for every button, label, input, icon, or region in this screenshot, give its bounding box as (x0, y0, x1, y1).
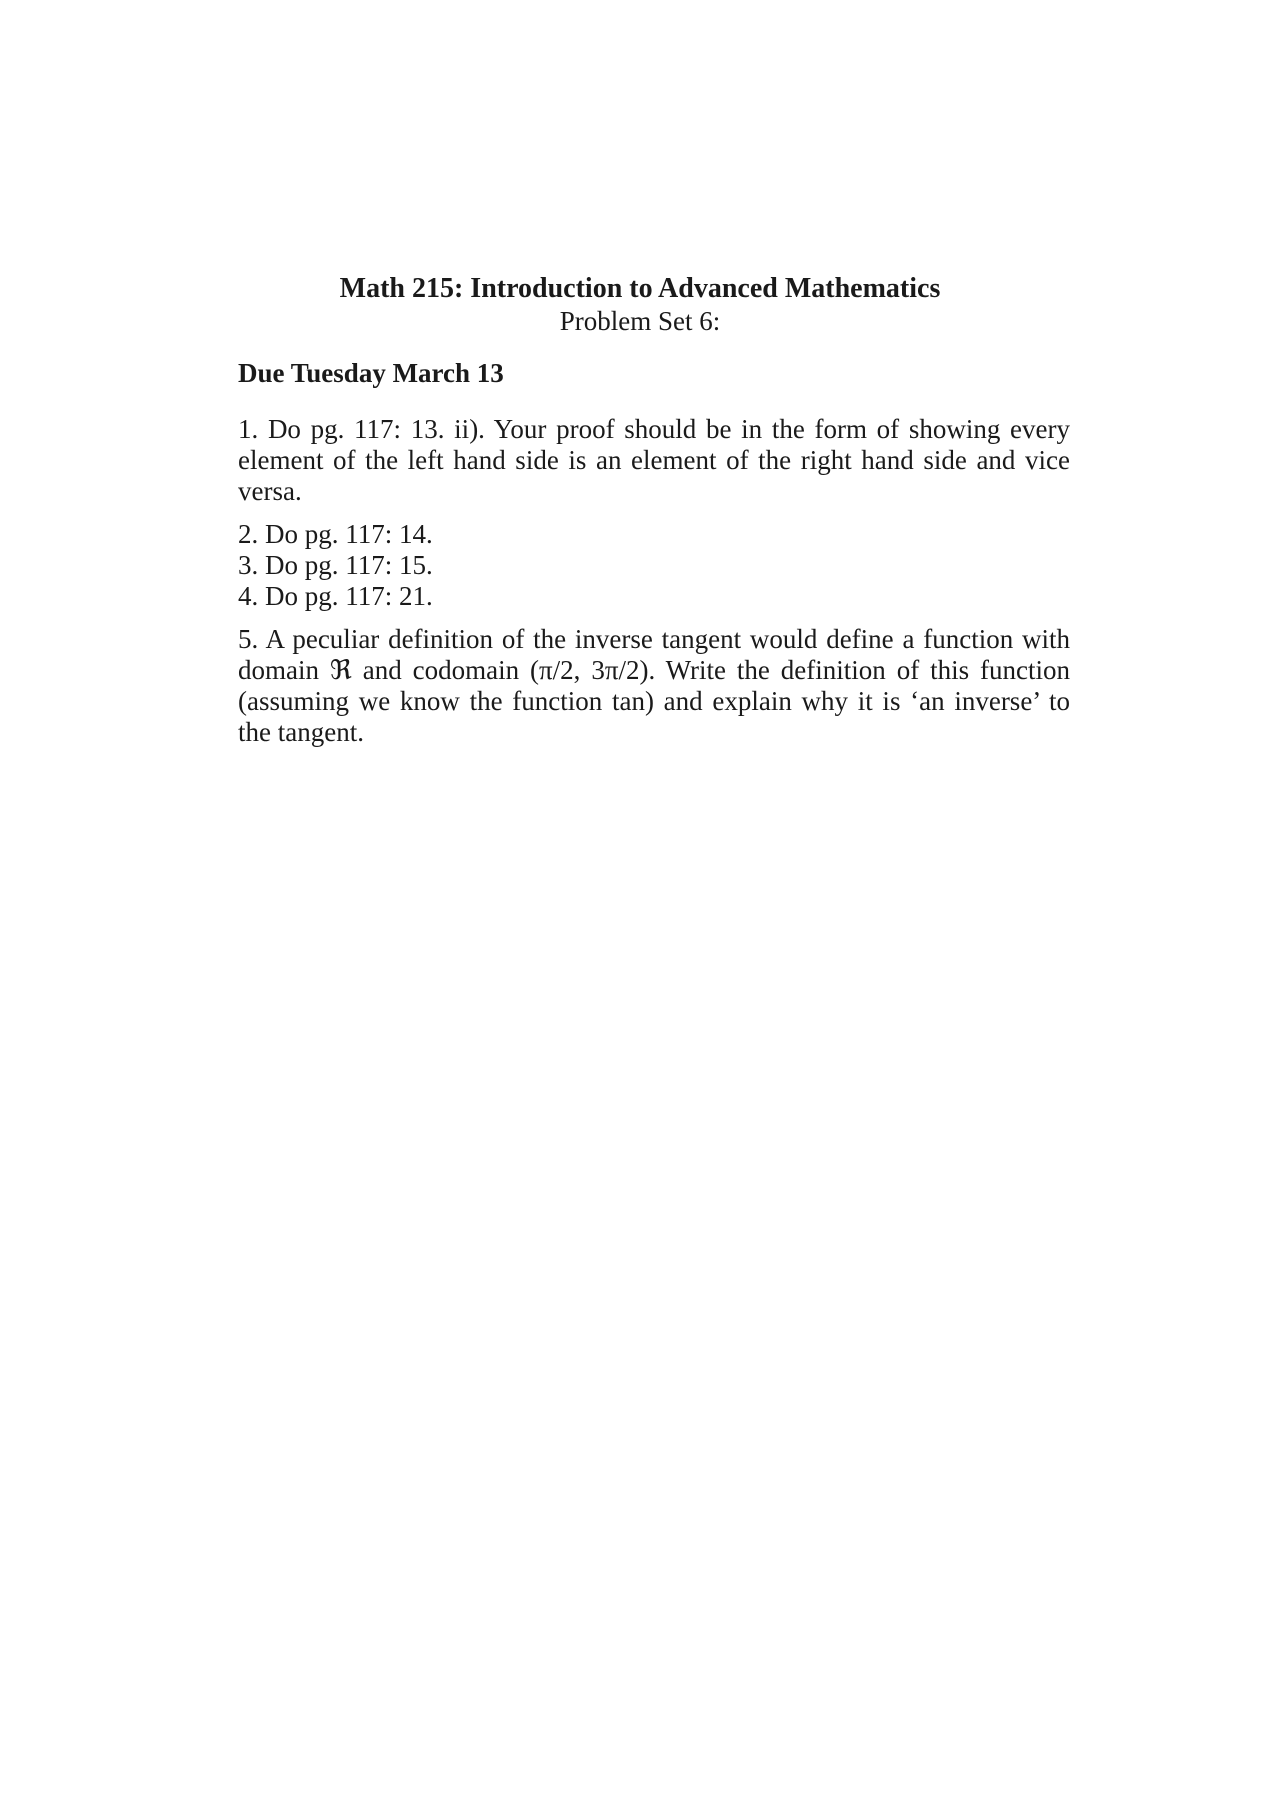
document-body (238, 358, 1070, 760)
problem-set-title: Problem Set 6: (559, 306, 721, 336)
problem-list (238, 519, 1070, 612)
problem-3: 3. Do pg. 117: 15. (238, 550, 433, 580)
problem-1: 1. Do pg. 117: 13. ii). Your proof should be in the form of showing every element of the left hand side is an element of the right hand side and vice versa. (238, 414, 1070, 506)
course-title: Math 215: Introduction to Advanced Mathematics (339, 273, 941, 304)
due-date: Due Tuesday March 13 (238, 358, 504, 388)
problem-2: 2. Do pg. 117: 14. (238, 519, 433, 549)
document-header (0, 272, 1280, 336)
problem-4: 4. Do pg. 117: 21. (238, 581, 433, 611)
problem-5: 5. A peculiar definition of the inverse tangent would define a function with domain ℜ and codomain (π/2, 3π/2). Write the definition of this function (assuming we know the function tan) and explain why it is ‘an inverse’ to the tangent. (238, 624, 1070, 747)
